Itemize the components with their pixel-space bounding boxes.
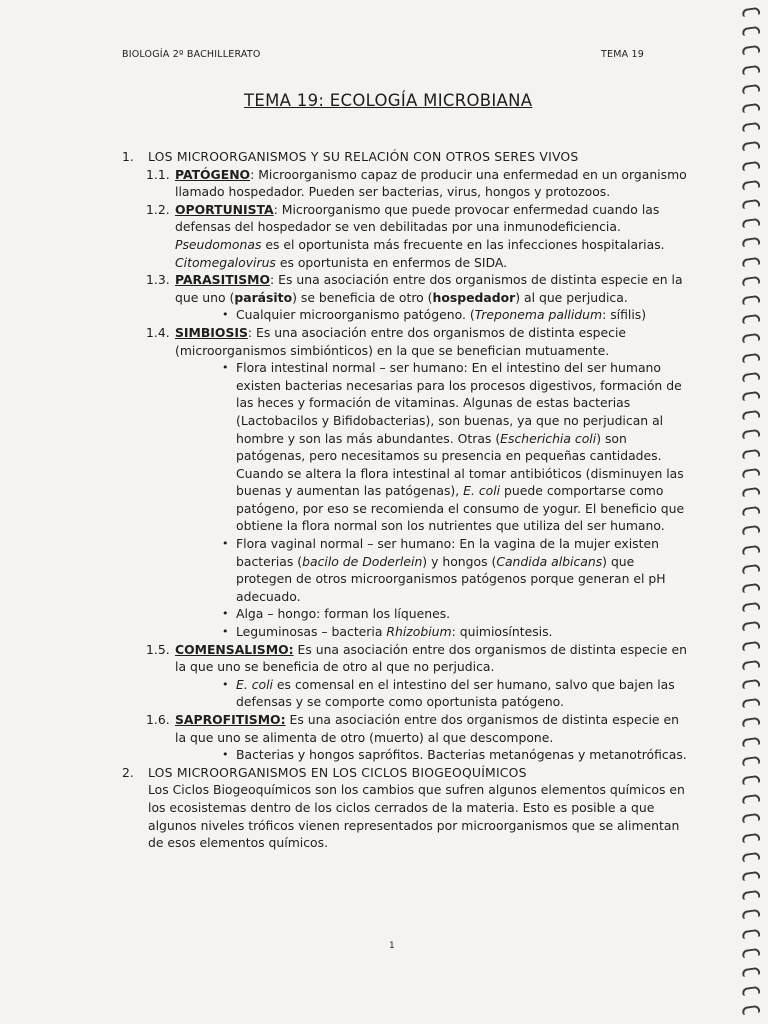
- term: OPORTUNISTA: [175, 201, 274, 217]
- bullet-item: [122, 746, 690, 764]
- binding-ring: [742, 717, 761, 727]
- species-name: E. coli: [463, 483, 501, 499]
- binding-ring: [742, 314, 761, 324]
- bold-term: parásito: [234, 289, 293, 305]
- binding-ring: [742, 679, 761, 689]
- species-name: Pseudomonas: [175, 236, 262, 252]
- item-number: 1.1.: [146, 166, 170, 182]
- header-course: BIOLOGÍA 2º BACHILLERATO: [122, 49, 261, 60]
- bullet-icon: •: [222, 308, 229, 322]
- item-oportunista: [122, 201, 690, 271]
- term: PARASITISMO: [175, 272, 271, 288]
- page-title: TEMA 19: ECOLOGÍA MICROBIANA: [244, 91, 533, 110]
- binding-ring: [742, 84, 761, 94]
- definition: : Es una asociación entre dos organismos de distinta especie (microorganismos simbiónticos) en la que se benefician mutuamente.: [175, 324, 627, 358]
- binding-ring: [742, 122, 761, 132]
- bullet-icon: •: [222, 607, 229, 621]
- bullet-text: ) y hongos (: [422, 553, 497, 569]
- bullet-item: [122, 535, 690, 605]
- binding-ring: [742, 256, 761, 266]
- binding-ring: [742, 698, 761, 708]
- binding-ring: [742, 45, 761, 55]
- item-number: 1.4.: [146, 324, 170, 340]
- species-name: Treponema pallidum: [474, 307, 603, 323]
- term: SIMBIOSIS: [175, 324, 248, 340]
- binding-ring: [742, 218, 761, 228]
- bullet-text: ) son patógenas, pero necesitamos su presencia en pequeñas cantidades. Cuando se altera la flora intestinal al tomar antibióticos (disminuyen las buenas y aumentan las patógenas),: [236, 430, 684, 499]
- binding-ring: [742, 621, 761, 631]
- binding-ring: [742, 506, 761, 516]
- item-comensalismo: [122, 641, 690, 676]
- binding-ring: [742, 948, 761, 958]
- term: PATÓGENO: [175, 166, 251, 182]
- bullet-text: Bacterias y hongos saprófitos. Bacterias metanógenas y metanotróficas.: [236, 747, 687, 763]
- item-parasitismo: [122, 271, 690, 306]
- bullet-text: : quimiosíntesis.: [451, 624, 553, 640]
- binding-ring: [742, 640, 761, 650]
- definition: ) al que perjudica.: [515, 289, 628, 305]
- binding-ring: [742, 967, 761, 977]
- bullet-item: [122, 623, 690, 641]
- binding-ring: [742, 832, 761, 842]
- binding-ring: [742, 180, 761, 190]
- species-name: Rhizobium: [386, 624, 452, 640]
- species-name: Citomegalovirus: [175, 254, 276, 270]
- item-patogeno: [122, 166, 690, 201]
- binding-ring: [742, 64, 761, 74]
- bullet-item: [122, 605, 690, 623]
- item-number: 1.6.: [146, 712, 170, 727]
- binding-ring: [742, 410, 761, 420]
- section-2-paragraph: Los Ciclos Biogeoquímicos son los cambios que sufren algunos elementos químicos en los ecosistemas dentro de los ciclos cerrados de la materia. Esto es posible a que algunos niveles tróficos vienen representados por microorganismos que se alimentan de esos elementos químicos.: [148, 782, 685, 851]
- term: SAPROFITISMO:: [175, 712, 286, 727]
- binding-ring: [742, 986, 761, 996]
- binding-ring: [742, 928, 761, 938]
- term: COMENSALISMO:: [175, 641, 294, 657]
- bullet-icon: •: [222, 677, 229, 691]
- example-text: es el oportunista más frecuente en las infecciones hospitalarias.: [261, 236, 665, 252]
- binding-ring: [742, 295, 761, 305]
- binding-ring: [742, 544, 761, 554]
- species-name: bacilo de Doderlein: [302, 553, 423, 569]
- bullet-text: puede comportarse como patógeno, por eso se recomienda el consumo de yogur. El beneficio que obtiene la flora normal son los nutrientes que utiliza del ser humano.: [236, 483, 685, 534]
- definition: ) se beneficia de otro (: [292, 289, 433, 305]
- binding-ring: [742, 909, 761, 919]
- item-number: 1.3.: [146, 272, 170, 288]
- document-body: [122, 148, 690, 852]
- binding-ring: [742, 602, 761, 612]
- species-name: E. coli: [236, 676, 273, 692]
- item-number: 1.2.: [146, 201, 170, 217]
- definition: : Microorganismo que puede provocar enfermedad cuando las defensas del hospedador se ven debilitadas por una inmunodeficiencia.: [175, 201, 660, 235]
- definition: Es una asociación entre dos organismos de distinta especie en la que uno se alimenta de otro (muerto) al que descompone.: [175, 712, 679, 745]
- binding-ring: [742, 890, 761, 900]
- binding-ring: [742, 103, 761, 113]
- bullet-text: Flora intestinal normal – ser humano: En el intestino del ser humano existen bacterias necesarias para los procesos digestivos, formación de las heces y formación de vitaminas. Algunas de estas bacterias (Lactobacilos y Bifidobacterias), son buenas, ya que no perjudican al hombre y son las más abundantes. Otras (: [236, 360, 682, 446]
- bold-term: hospedador: [432, 289, 516, 305]
- bullet-icon: •: [222, 361, 229, 375]
- species-name: Candida albicans: [496, 553, 603, 569]
- binding-ring: [742, 794, 761, 804]
- binding-ring: [742, 26, 761, 36]
- binding-ring: [742, 160, 761, 170]
- bullet-icon: •: [222, 748, 229, 762]
- item-simbiosis: [122, 324, 690, 359]
- item-number: 1.5.: [146, 641, 170, 657]
- binding-ring: [742, 1005, 761, 1015]
- bullet-text: : sífilis): [602, 307, 647, 323]
- binding-ring: [742, 468, 761, 478]
- page-number: 1: [389, 941, 395, 951]
- definition: : Microorganismo capaz de producir una enfermedad en un organismo llamado hospedador. Pueden ser bacterias, virus, hongos y protozoos.: [175, 166, 687, 200]
- binding-ring: [742, 525, 761, 535]
- binding-ring: [742, 448, 761, 458]
- binding-ring: [742, 813, 761, 823]
- bullet-text: es comensal en el intestino del ser humano, salvo que bajen las defensas y se comporte como oportunista patógeno.: [236, 676, 675, 710]
- binding-ring: [742, 7, 761, 17]
- binding-ring: [742, 141, 761, 151]
- bullet-item: [122, 676, 690, 711]
- definition: Es una asociación entre dos organismos de distinta especie en la que uno se beneficia de otro al que no perjudica.: [175, 641, 687, 675]
- item-saprofitismo: [122, 711, 690, 746]
- binding-ring: [742, 237, 761, 247]
- binding-ring: [742, 391, 761, 401]
- binding-ring: [742, 429, 761, 439]
- section-number: 1.: [122, 149, 134, 164]
- binding-ring: [742, 775, 761, 785]
- definition: : Es una asociación entre dos organismos de distinta especie en la que uno (: [175, 272, 683, 305]
- species-name: Escherichia coli: [500, 430, 597, 446]
- binding-ring: [742, 564, 761, 574]
- bullet-text: Alga – hongo: forman los líquenes.: [236, 606, 451, 622]
- binding-ring: [742, 852, 761, 862]
- binding-ring: [742, 756, 761, 766]
- binding-ring: [742, 276, 761, 286]
- binding-ring: [742, 487, 761, 497]
- binding-ring: [742, 660, 761, 670]
- binding-ring: [742, 199, 761, 209]
- binding-ring: [742, 736, 761, 746]
- example-text: es oportunista en enfermos de SIDA.: [275, 254, 508, 270]
- binding-ring: [742, 352, 761, 362]
- bullet-text: Cualquier microorganismo patógeno. (: [236, 307, 475, 323]
- bullet-text: ) que protegen de otros microorganismos patógenos porque generan el pH adecuado.: [236, 553, 666, 604]
- header-topic: TEMA 19: [601, 49, 645, 60]
- bullet-item: [122, 306, 690, 324]
- bullet-icon: •: [222, 537, 229, 551]
- section-1-heading: [122, 148, 690, 166]
- binding-ring: [742, 583, 761, 593]
- bullet-text: Flora vaginal normal – ser humano: En la vagina de la mujer existen bacterias (: [236, 536, 659, 569]
- binding-ring: [742, 871, 761, 881]
- section-2-heading: [122, 764, 690, 782]
- bullet-icon: •: [222, 625, 229, 639]
- bullet-text: Leguminosas – bacteria: [236, 624, 387, 640]
- section-title: LOS MICROORGANISMOS Y SU RELACIÓN CON OTROS SERES VIVOS: [148, 149, 579, 164]
- binding-ring: [742, 372, 761, 382]
- section-title: LOS MICROORGANISMOS EN LOS CICLOS BIOGEOQUÍMICOS: [148, 764, 527, 780]
- bullet-item: [122, 359, 690, 535]
- section-number: 2.: [122, 764, 134, 780]
- binding-ring: [742, 333, 761, 343]
